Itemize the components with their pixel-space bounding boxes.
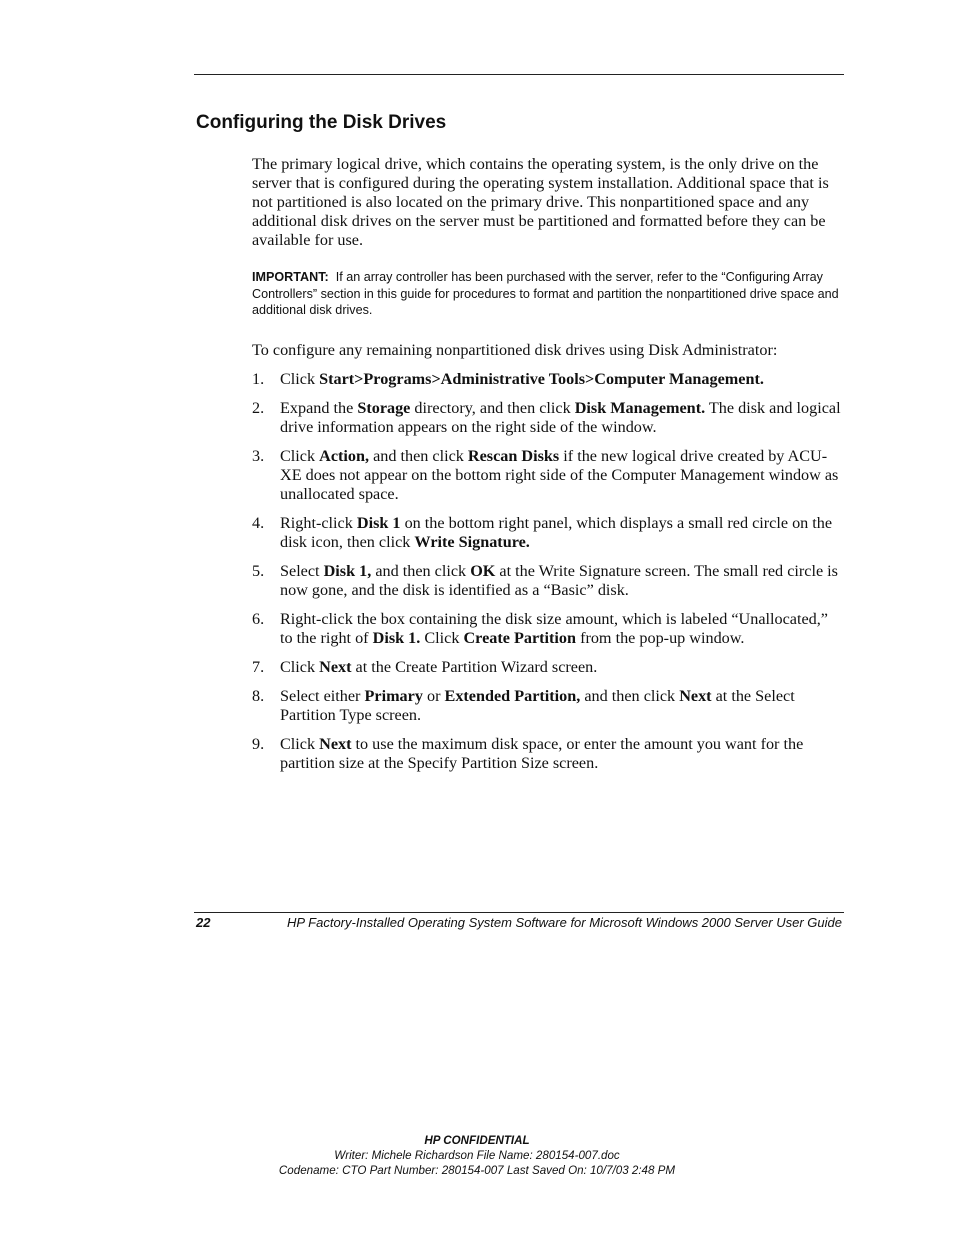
step-emphasis: Disk 1, [323, 562, 372, 580]
important-label: IMPORTANT: [252, 270, 329, 284]
step-item [252, 562, 844, 600]
step-emphasis: Create Partition [463, 629, 577, 647]
step-text: at the Write Signature screen. The small red circle is now gone, and the disk is identified as a “Basic” disk. [280, 562, 838, 599]
step-text: Click [280, 658, 320, 676]
step-item [252, 447, 844, 504]
step-emphasis: Disk Management. [574, 399, 706, 417]
step-emphasis: Write Signature. [414, 533, 530, 551]
step-text: Click [280, 447, 320, 465]
step-emphasis: Next [679, 687, 712, 705]
step-item [252, 514, 844, 552]
step-text: at the Select Partition Type screen. [280, 687, 795, 724]
step-item [252, 735, 844, 773]
step-text: and then click [371, 562, 471, 580]
confidential-codename-line: Codename: CTO Part Number: 280154-007 Last Saved On: 10/7/03 2:48 PM [278, 1164, 676, 1177]
important-text: If an array controller has been purchased with the server, refer to the “Configuring Array Controllers” section in this guide for procedures to format and partition the nonpartitioned drive space and additional disk drives. [252, 270, 839, 317]
step-number: 4. [252, 514, 265, 532]
step-item [252, 658, 844, 677]
step-emphasis: Storage [357, 399, 411, 417]
step-text: Click [280, 370, 320, 388]
step-item [252, 687, 844, 725]
step-item [252, 610, 844, 648]
step-text: directory, and then click [410, 399, 575, 417]
step-text: The disk and logical drive information appears on the right side of the window. [280, 399, 841, 436]
step-item [252, 370, 844, 389]
step-text: Right-click the box containing the disk size amount, which is labeled “Unallocated,” to the right of [280, 610, 828, 647]
step-number: 3. [252, 447, 265, 465]
step-text: Select [280, 562, 324, 580]
step-text: at the Create Partition Wizard screen. [351, 658, 598, 676]
step-number: 6. [252, 610, 265, 628]
step-text: on the bottom right panel, which displays a small red circle on the disk icon, then click [280, 514, 833, 551]
step-text: Select either [280, 687, 365, 705]
step-text: and then click [580, 687, 680, 705]
step-item [252, 399, 844, 437]
step-emphasis: Action, [319, 447, 370, 465]
step-emphasis: Next [319, 658, 352, 676]
step-emphasis: Next [319, 735, 352, 753]
important-note [252, 269, 844, 319]
step-emphasis: Extended Partition, [444, 687, 581, 705]
step-number: 5. [252, 562, 265, 580]
step-emphasis: OK [470, 562, 496, 580]
step-emphasis: Primary [364, 687, 423, 705]
step-text: if the new logical drive created by ACU-XE does not appear on the bottom right side of the Computer Management window as unallocated space. [280, 447, 839, 503]
step-text: or [422, 687, 445, 705]
top-rule [194, 74, 844, 75]
section-heading: Configuring the Disk Drives [196, 112, 447, 133]
step-text: and then click [369, 447, 468, 465]
step-emphasis: Start>Programs>Administrative Tools>Computer Management. [319, 370, 764, 388]
step-text: from the pop-up window. [576, 629, 745, 647]
step-number: 9. [252, 735, 265, 753]
intro-paragraph: The primary logical drive, which contains the operating system, is the only drive on the server that is configured during the operating system installation. Additional space that is not partitioned is also located on the primary drive. This nonpartitioned space and any additional disk drives on the server must be partitioned and formatted before they can be available for use. [252, 155, 829, 249]
footer-page-number: 22 [196, 915, 211, 930]
lead-paragraph: To configure any remaining nonpartitioned disk drives using Disk Administrator: [252, 341, 778, 359]
step-number: 7. [252, 658, 265, 676]
steps-list [252, 370, 844, 783]
step-number: 1. [252, 370, 265, 388]
step-number: 2. [252, 399, 265, 417]
confidential-title: HP CONFIDENTIAL [424, 1134, 530, 1147]
step-emphasis: Disk 1. [372, 629, 421, 647]
footer-guide-title: HP Factory-Installed Operating System Software for Microsoft Windows 2000 Server User Guide [286, 915, 842, 930]
step-text: Expand the [280, 399, 358, 417]
step-text: to use the maximum disk space, or enter the amount you want for the partition size at the Specify Partition Size screen. [280, 735, 804, 772]
step-emphasis: Disk 1 [356, 514, 401, 532]
confidential-block [0, 1133, 954, 1178]
footer-rule [194, 912, 844, 913]
step-emphasis: Rescan Disks [467, 447, 560, 465]
step-text: Click [420, 629, 464, 647]
confidential-writer-line: Writer: Michele Richardson File Name: 280154-007.doc [334, 1149, 620, 1162]
step-text: Click [280, 735, 320, 753]
step-text: Right-click [280, 514, 357, 532]
step-number: 8. [252, 687, 265, 705]
